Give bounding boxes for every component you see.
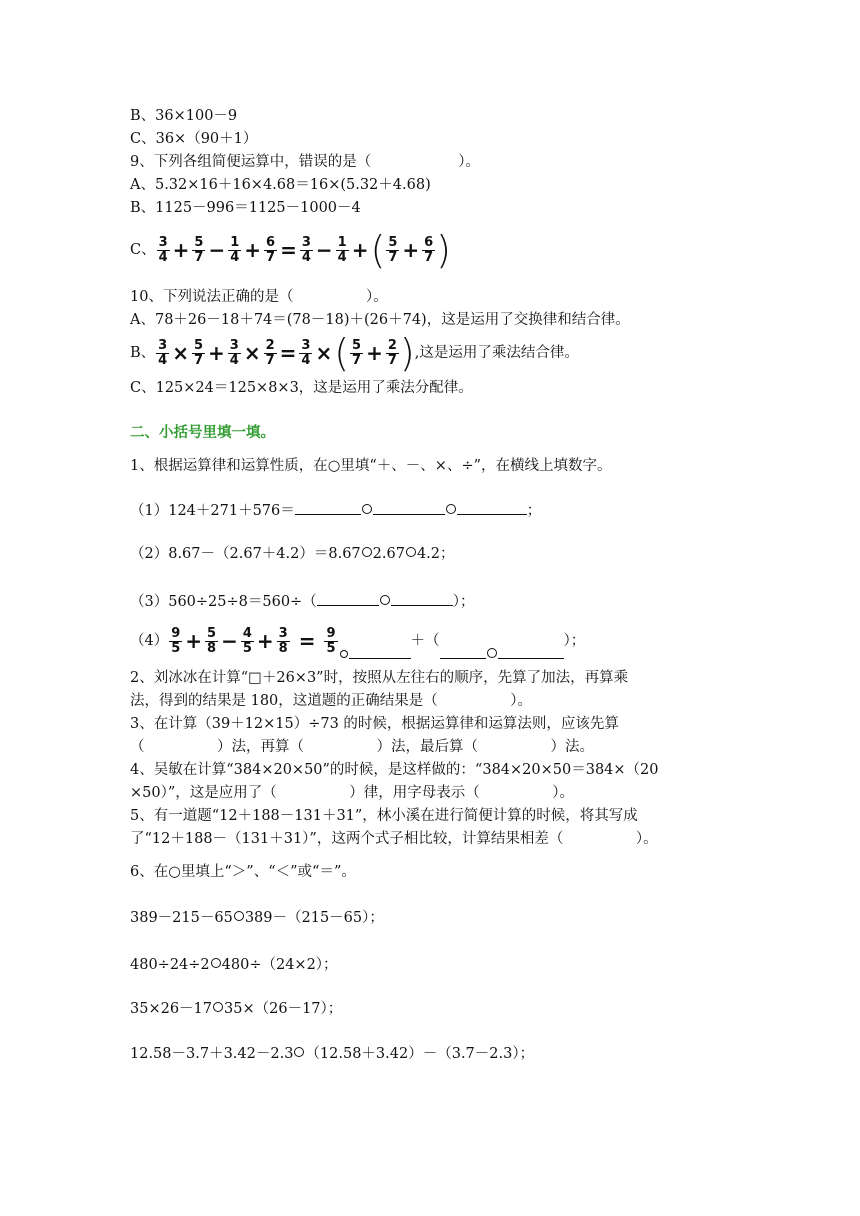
operator-circle[interactable] <box>380 595 390 605</box>
answer-blank[interactable] <box>349 644 411 659</box>
fill-question-1-part-3: （3）560÷25÷8＝560÷（ ）； <box>130 591 474 612</box>
answer-blank[interactable] <box>498 644 564 659</box>
fraction-formula: $\frac{3}{4}$ × $\frac{5}{7}$ + $\frac{3}{4}$ × $\frac{2}{7}$ = $\frac{3}{4}$ ×( $\frac{5}{7}$ + $\frac{2}{7}$ ) <box>158 331 415 375</box>
fraction: $\frac{3}{8}$ <box>278 625 288 656</box>
compare-item: 12.58－3.7＋3.42－2.3 （12.58＋3.42）－（3.7－2.3）； <box>130 1046 535 1062</box>
fraction-formula: $\frac{3}{4}$ + $\frac{5}{7}$ − $\frac{1}{4}$ + $\frac{6}{7}$ = $\frac{3}{4}$ − $\frac{1}{4}$ +( $\frac{5}{7}$ + $\frac{6}{7}$ ) <box>158 228 451 272</box>
answer-blank[interactable] <box>391 591 453 606</box>
fraction: $\frac{5}{7}$ <box>352 337 362 368</box>
question-9: 9、下列各组简便运算中，错误的是（ ）。 <box>130 154 480 170</box>
fill-question-5-line-2: 了“12＋188－（131＋31）”，这两个式子相比较，计算结果相差（ ）。 <box>130 831 658 847</box>
answer-blank[interactable] <box>457 500 527 515</box>
question-10-option-b: B、 $\frac{3}{4}$ × $\frac{5}{7}$ + $\frac{3}{4}$ × $\frac{2}{7}$ = $\frac{3}{4}$ ×( $\frac{5}{7}$ + $\frac{2}{7}$ ),这是运用了乘法结合律。 <box>130 331 579 375</box>
fraction: $\frac{4}{5}$ <box>242 625 252 656</box>
question-9-option-a: A、5.32×16＋16×4.68＝16×(5.32＋4.68) <box>130 177 431 193</box>
answer-blank[interactable] <box>317 591 379 606</box>
fill-question-1: 1、根据运算律和运算性质，在○里填“＋、－、×、÷”，在横线上填数字。 <box>130 458 612 474</box>
fraction: $\frac{6}{7}$ <box>266 234 276 265</box>
fill-question-4-line-1: 4、吴敏在计算“384×20×50”的时候，是这样做的：“384×20×50＝384×（20 <box>130 762 659 778</box>
answer-blank[interactable] <box>440 644 486 659</box>
compare-item: 35×26－17 35×（26－17）； <box>130 1001 343 1017</box>
operator-circle[interactable] <box>362 547 372 557</box>
question-10-option-c: C、125×24＝125×8×3，这是运用了乘法分配律。 <box>130 380 473 396</box>
fill-question-1-part-2: （2）8.67－（2.67＋4.2）＝8.67 2.67 4.2； <box>130 546 455 562</box>
fraction: $\frac{9}{5}$ <box>326 625 336 656</box>
fraction: $\frac{5}{7}$ <box>194 234 204 265</box>
answer-blank[interactable] <box>373 500 445 515</box>
operator-circle[interactable] <box>340 650 348 658</box>
fill-question-2-line-2: 法，得到的结果是 180，这道题的正确结果是（ ）。 <box>130 693 533 709</box>
fraction: $\frac{2}{7}$ <box>265 337 275 368</box>
fill-question-3-line-1: 3、在计算（39＋12×15）÷73 的时候，根据运算律和运算法则，应该先算 <box>130 716 619 732</box>
fraction: $\frac{5}{8}$ <box>207 625 217 656</box>
fraction: $\frac{9}{5}$ <box>171 625 181 656</box>
question-9-option-b: B、1125－996＝1125－1000－4 <box>130 200 361 216</box>
fill-question-5-line-1: 5、有一道题“12＋188－131＋31”，林小溪在进行简便计算的时候，将其写成 <box>130 808 638 824</box>
operator-circle[interactable] <box>446 504 456 514</box>
fraction: $\frac{2}{7}$ <box>387 337 397 368</box>
option-c-prev: C、36×（90＋1） <box>130 131 258 147</box>
fraction: $\frac{5}{7}$ <box>388 234 398 265</box>
fraction: $\frac{3}{4}$ <box>301 234 311 265</box>
fraction: $\frac{5}{7}$ <box>193 337 204 368</box>
operator-circle[interactable] <box>487 648 497 658</box>
fill-question-1-part-1: （1）124＋271＋576＝ ； <box>130 500 541 521</box>
operator-circle[interactable] <box>406 547 416 557</box>
question-10: 10、下列说法正确的是（ ）。 <box>130 289 388 305</box>
compare-circle[interactable] <box>213 1002 223 1012</box>
fraction: $\frac{3}{4}$ <box>301 337 311 368</box>
compare-item: 389－215－65 389－（215－65）； <box>130 910 384 926</box>
fraction: $\frac{3}{4}$ <box>158 337 168 368</box>
fraction: $\frac{1}{4}$ <box>337 234 347 265</box>
fraction: $\frac{1}{4}$ <box>230 234 240 265</box>
fill-question-3-line-2: （ ）法，再算（ ）法，最后算（ ）法。 <box>130 739 594 755</box>
question-9-option-c <box>130 228 451 272</box>
section-heading: 二、小括号里填一填。 <box>130 424 275 441</box>
fill-question-4-line-2: ×50）”，这是应用了（ ）律，用字母表示（ ）。 <box>130 785 575 801</box>
fraction-formula: $\frac{9}{5}$ + $\frac{5}{8}$ − $\frac{4}{5}$ + $\frac{3}{8}$ = $\frac{9}{5}$ <box>171 625 336 656</box>
answer-blank[interactable] <box>295 500 361 515</box>
fraction: $\frac{6}{7}$ <box>424 234 434 265</box>
option-label: C、 <box>130 242 156 258</box>
fill-question-1-part-4: （4） $\frac{9}{5}$ + $\frac{5}{8}$ − $\frac{4}{5}$ + $\frac{3}{8}$ = $\frac{9}{5}$ ＋（ ）； <box>130 620 585 662</box>
fraction: $\frac{3}{4}$ <box>229 337 239 368</box>
fill-question-2-line-1: 2、刘冰冰在计算“□＋26×3”时，按照从左往右的顺序，先算了加法，再算乘 <box>130 670 629 686</box>
compare-item: 480÷24÷2 480÷（24×2）； <box>130 957 338 973</box>
compare-circle[interactable] <box>294 1047 304 1057</box>
fill-question-6: 6、在○里填上“＞”、“＜”或“＝”。 <box>130 864 356 880</box>
operator-circle[interactable] <box>362 504 372 514</box>
compare-circle[interactable] <box>211 958 221 968</box>
fraction: $\frac{3}{4}$ <box>158 234 168 265</box>
option-b-prev: B、36×100－9 <box>130 108 238 124</box>
question-10-option-a: A、78＋26－18＋74＝(78－18)＋(26＋74)，这是运用了交换律和结合律。 <box>130 312 630 328</box>
compare-circle[interactable] <box>234 911 244 921</box>
